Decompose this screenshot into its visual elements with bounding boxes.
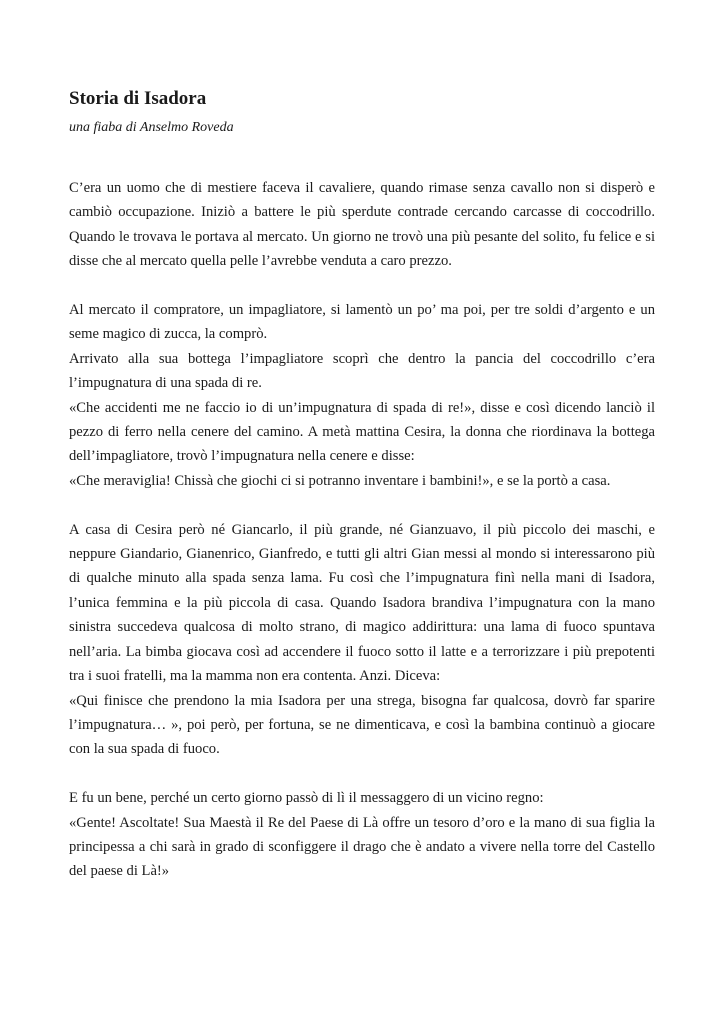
paragraph-4 (69, 786, 655, 884)
story-title: Storia di Isadora (69, 88, 207, 109)
paragraph-line: «Che meraviglia! Chissà che giochi ci si potranno inventare i bambini!», e se la portò a casa. (69, 472, 611, 489)
paragraph-line: C’era un uomo che di mestiere faceva il cavaliere, quando rimase senza cavallo non si disperò e cambiò occupazione. Iniziò a battere le più sperdute contrade cercando carcasse di coccodrillo. Quando le trovava le portava al mercato. Un giorno ne trovò una più pesante del solito, fu felice e si disse che al mercato quella pelle l’avrebbe venduta a caro prezzo. (69, 180, 655, 270)
paragraph-2 (69, 298, 655, 493)
paragraph-3 (69, 518, 655, 762)
paragraph-line: Arrivato alla sua bottega l’impagliatore scoprì che dentro la pancia del coccodrillo c’era l’impugnatura di una spada di re. (69, 350, 655, 392)
paragraph-line: «Gente! Ascoltate! Sua Maestà il Re del Paese di Là offre un tesoro d’oro e la mano di sua figlia la principessa a chi sarà in grado di sconfiggere il drago che è andato a vivere nella torre del Castello del paese di Là!» (69, 814, 655, 880)
paragraph-line: «Qui finisce che prendono la mia Isadora per una strega, bisogna far qualcosa, dovrò far sparire l’impugnatura… », poi però, per fortuna, se ne dimenticava, e così la bambina continuò a giocare con la sua spada di fuoco. (69, 692, 655, 758)
story-subtitle: una fiaba di Anselmo Roveda (69, 120, 234, 135)
document-page (69, 86, 655, 908)
paragraph-1 (69, 176, 655, 274)
paragraph-line: «Che accidenti me ne faccio io di un’impugnatura di spada di re!», disse e così dicendo lanciò il pezzo di ferro nella cenere del camino. A metà mattina Cesira, la donna che riordinava la bottega dell’impagliatore, trovò l’impugnatura nella cenere e disse: (69, 399, 655, 465)
paragraph-line: Al mercato il compratore, un impagliatore, si lamentò un po’ ma poi, per tre soldi d’argento e un seme magico di zucca, la comprò. (69, 302, 655, 343)
story-body (69, 176, 655, 884)
paragraph-line: A casa di Cesira però né Giancarlo, il più grande, né Gianzuavo, il più piccolo dei maschi, e neppure Giandario, Gianenrico, Gianfredo, e tutti gli altri Gian messi al mondo si interessarono più di qualche minuto alla spada senza lama. Fu così che l’impugnatura finì nella mani di Isadora, l’unica femmina e la più piccola di casa. Quando Isadora brandiva l’impugnatura con la mano sinistra succedeva qualcosa di molto strano, di magico addirittura: una lama di fuoco spuntava nell’aria. La bimba giocava così ad accendere il fuoco sotto il latte e a terrorizzare i più prepotenti tra i suoi fratelli, ma la mamma non era contenta. Anzi. Diceva: (69, 521, 655, 685)
paragraph-line: E fu un bene, perché un certo giorno passò di lì il messaggero di un vicino regno: (69, 790, 544, 807)
